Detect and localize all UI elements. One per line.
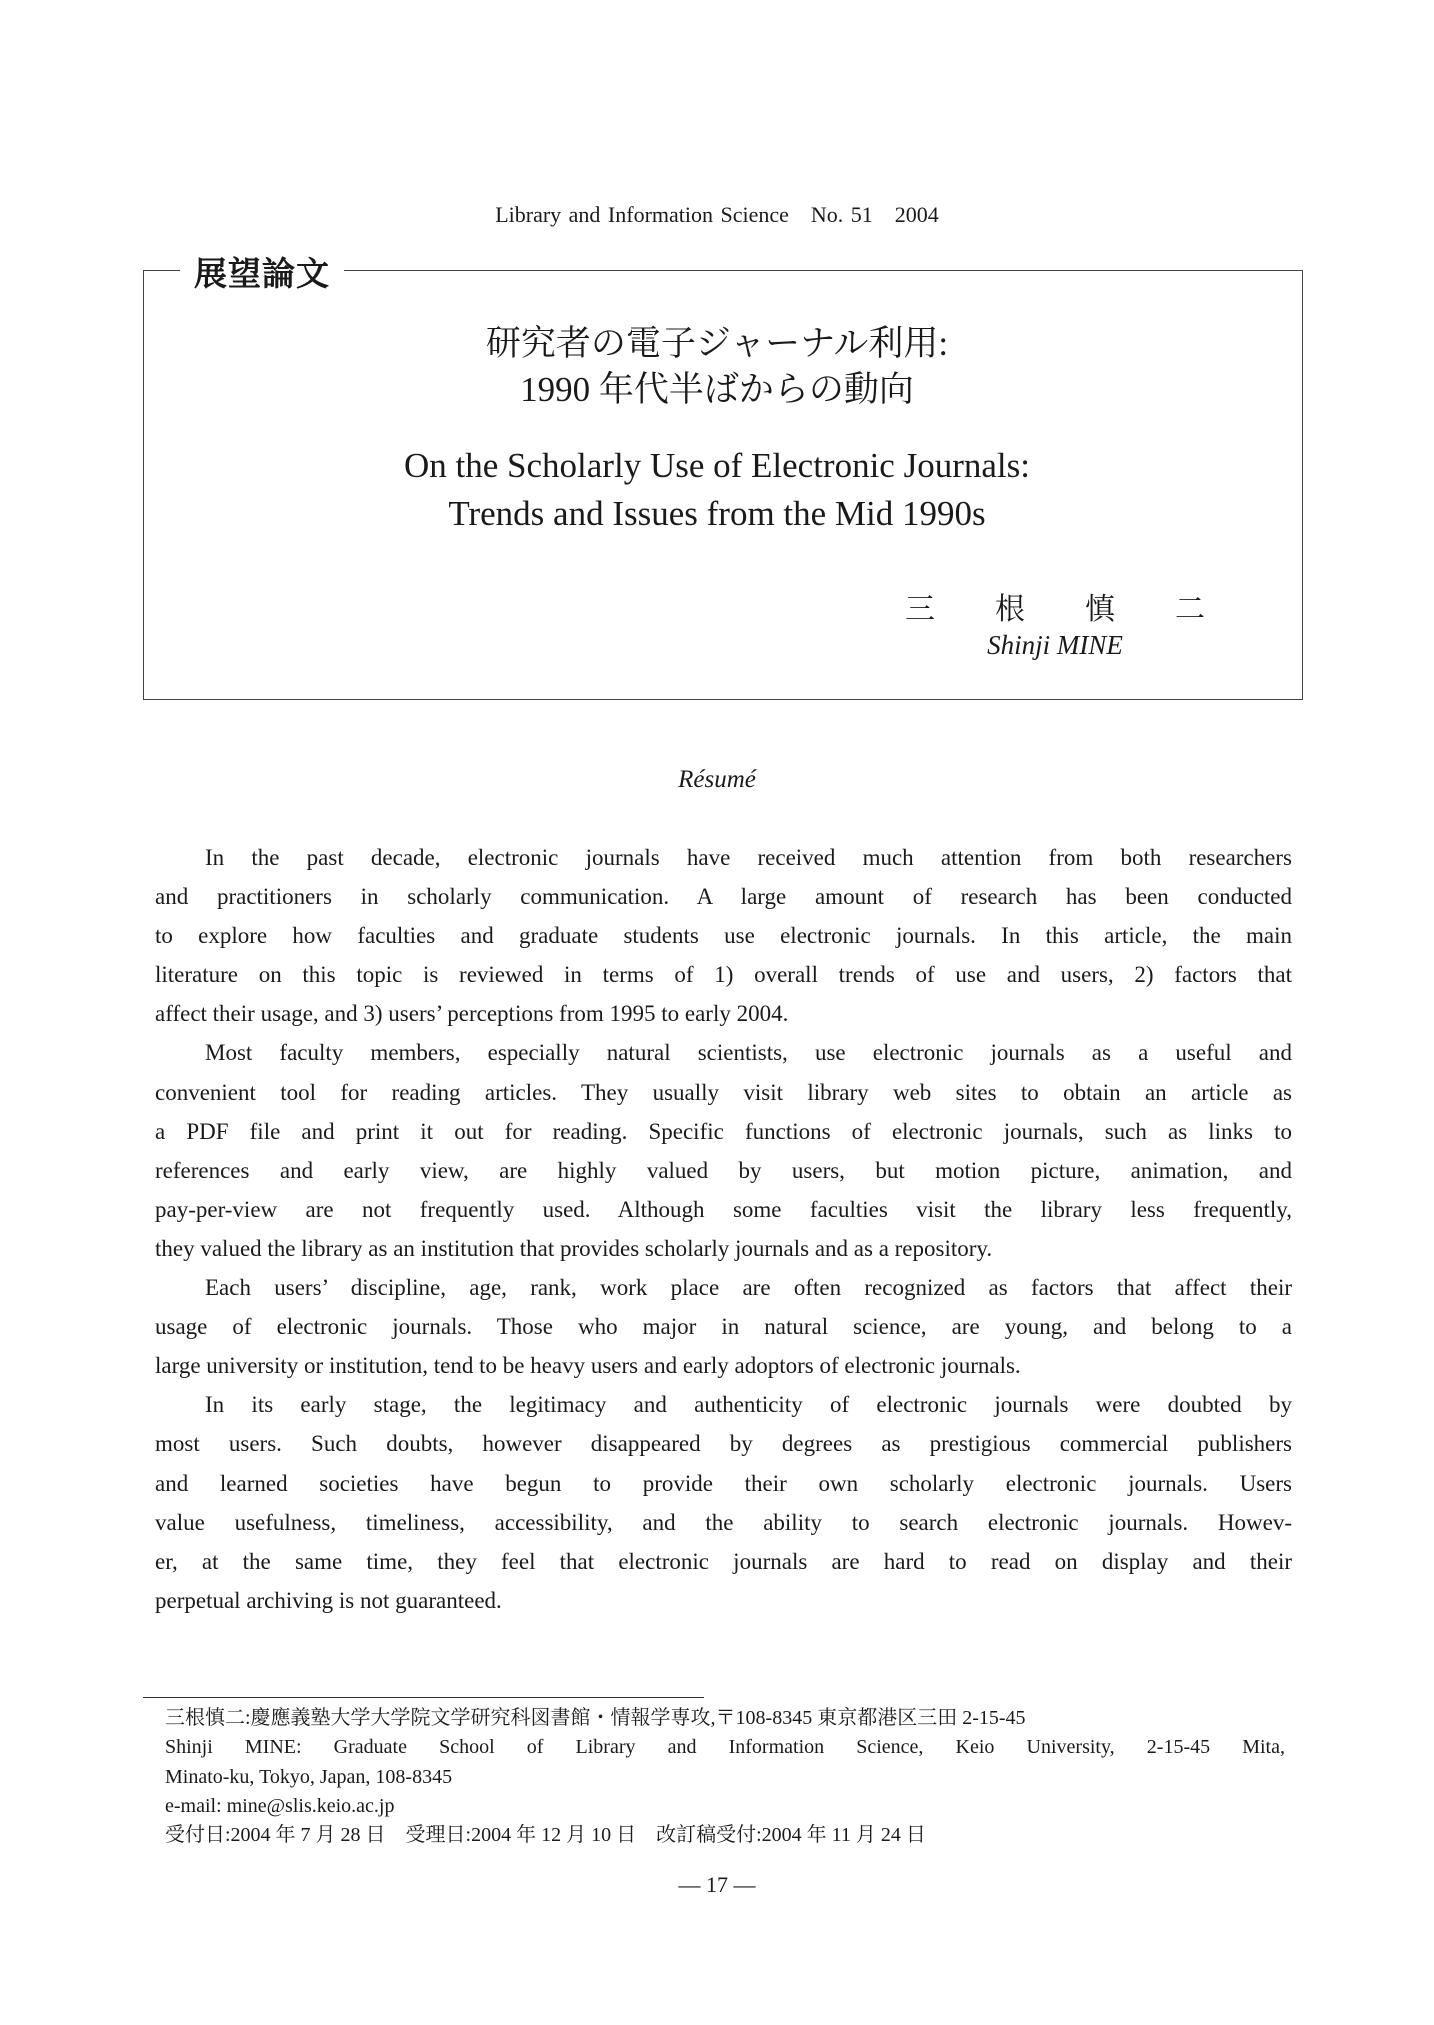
affiliation-ja: 三根慎二:慶應義塾大学大学院文学研究科図書館・情報学専攻,〒108-8345 東京都港区三田 2-15-45 [165, 1707, 1026, 1729]
title-ja-line-2: 1990 年代半ばからの動向 [520, 370, 914, 409]
paragraph-line: and practitioners in scholarly communication. A large amount of research has been conducted [155, 884, 1292, 910]
paragraph-line: and learned societies have begun to provide their own scholarly electronic journals. Users [155, 1470, 1292, 1496]
section-label: 展望論文 [180, 248, 344, 295]
author-en: Shinji MINE [987, 630, 1123, 660]
paragraph-line: Each users’ discipline, age, rank, work place are often recognized as factors that affect their [205, 1275, 1292, 1301]
affiliation-en-line-1: Shinji MINE: Graduate School of Library and Information Science, Keio University, 2-15-45 Mita, [165, 1736, 1285, 1759]
author-ja-char: 三 [905, 593, 935, 626]
paragraph-line: pay-per-view are not frequently used. Although some faculties visit the library less frequently, [155, 1196, 1292, 1222]
abstract-body [155, 838, 1292, 1620]
paragraph-line: affect their usage, and 3) users’ perceptions from 1995 to early 2004. [155, 1001, 789, 1027]
footnote [165, 1704, 1285, 1850]
author-ja-char: 慎 [1085, 593, 1115, 626]
footnote-rule [143, 1697, 704, 1698]
paragraph-line: value usefulness, timeliness, accessibility, and the ability to search electronic journals. Howev- [155, 1509, 1292, 1535]
paragraph-line: most users. Such doubts, however disappeared by degrees as prestigious commercial publishers [155, 1431, 1292, 1457]
title-en-line-2: Trends and Issues from the Mid 1990s [448, 494, 986, 533]
paragraph-line: perpetual archiving is not guaranteed. [155, 1587, 502, 1613]
email: e-mail: mine@slis.keio.ac.jp [165, 1794, 395, 1817]
resume-heading: Résumé [678, 766, 756, 793]
paragraph-line: large university or institution, tend to be heavy users and early adoptors of electronic journals. [155, 1353, 1021, 1379]
paragraph-line: Most faculty members, especially natural scientists, use electronic journals as a useful and [205, 1040, 1292, 1066]
paragraph-line: In the past decade, electronic journals have received much attention from both researchers [205, 845, 1292, 870]
paragraph-line: usage of electronic journals. Those who major in natural science, are young, and belong to a [155, 1314, 1292, 1340]
author-ja-char: 根 [995, 593, 1025, 626]
paragraph-line: In its early stage, the legitimacy and authenticity of electronic journals were doubted by [205, 1392, 1292, 1418]
paragraph-line: literature on this topic is reviewed in terms of 1) overall trends of use and users, 2) factors that [155, 962, 1292, 988]
paragraph-line: references and early view, are highly valued by users, but motion picture, animation, and [155, 1157, 1292, 1183]
page-number: — 17 — [678, 1872, 756, 1897]
author-ja [905, 584, 1205, 628]
paragraph-line: er, at the same time, they feel that electronic journals are hard to read on display and their [155, 1548, 1292, 1574]
title-en-line-1: On the Scholarly Use of Electronic Journals: [404, 446, 1030, 485]
title-ja-line-1: 研究者の電子ジャーナル利用: [485, 324, 949, 363]
paragraph-line: convenient tool for reading articles. They usually visit library web sites to obtain an article as [155, 1079, 1292, 1105]
dates: 受付日:2004 年 7 月 28 日 受理日:2004 年 12 月 10 日 改訂稿受付:2004 年 11 月 24 日 [165, 1824, 926, 1847]
running-head: Library and Information Science No. 51 2004 [495, 202, 939, 227]
paragraph-line: to explore how faculties and graduate students use electronic journals. In this article, the main [155, 923, 1292, 949]
paragraph-line: they valued the library as an institution that provides scholarly journals and as a repository. [155, 1235, 993, 1261]
paragraph-line: a PDF file and print it out for reading. Specific functions of electronic journals, such as links to [155, 1118, 1292, 1144]
author-ja-char: 二 [1175, 593, 1205, 626]
affiliation-en-line-2: Minato-ku, Tokyo, Japan, 108-8345 [165, 1765, 453, 1788]
